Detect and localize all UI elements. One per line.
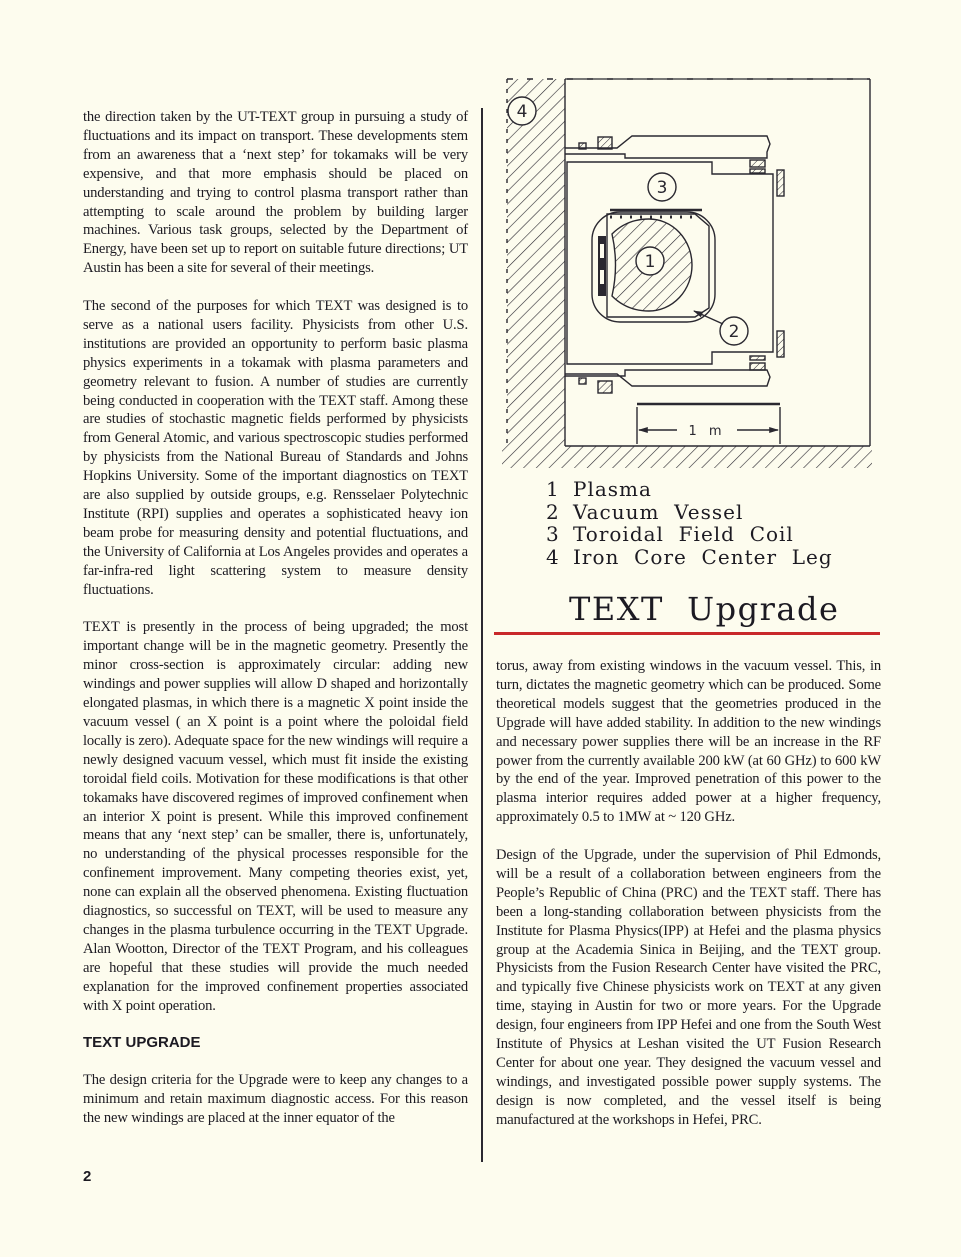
callout-1: 1 bbox=[644, 252, 656, 272]
legend-item bbox=[546, 523, 833, 546]
paragraph: torus, away from existing windows in the vacuum vessel. This, in turn, dictates the magnetic geometry which can be produced. Some theoretical models suggest that the geometries produced in the Upgrade will have added stability. In addition to the new windings and necessary power supplies there will be an increase in the RF power from the currently available 200 kW (at 60 GHz) to 600 kW by the end of the year. Improved penetration of this power to the plasma interior requires added power at a higher frequency, approximately 0.5 to 1MW at ~ 120 GHz. bbox=[496, 658, 881, 826]
tokamak-cross-section-diagram bbox=[497, 74, 882, 472]
legend-label: Plasma bbox=[573, 477, 652, 501]
title-rule bbox=[494, 632, 880, 635]
legend-item bbox=[546, 478, 833, 501]
right-column bbox=[496, 657, 881, 1149]
legend-number: 4 bbox=[546, 544, 560, 569]
legend-label: Iron Core Center Leg bbox=[573, 544, 833, 569]
paragraph: The design criteria for the Upgrade were to keep any changes to a minimum and retain maximum diagnostic access. For this reason the new windings are placed at the inner equator of the bbox=[83, 1072, 468, 1127]
left-column bbox=[83, 108, 468, 1147]
legend-number: 3 bbox=[546, 522, 560, 546]
page-number: 2 bbox=[83, 1168, 92, 1185]
paragraph: the direction taken by the UT-TEXT group in pursuing a study of fluctuations and its impact on transport. These developments stem from an awareness that a ‘next step’ for tokamaks will be very expensive, and that more emphasis should be placed on understanding and trying to control plasma transport rather than attempting to scale around the problem by building larger machines. Various task groups, selected by the Department of Energy, have been set up to report on suitable future directions; UT Austin has been a site for several of their meetings. bbox=[83, 109, 468, 277]
figure-title: TEXT Upgrade bbox=[569, 590, 840, 628]
callout-4: 4 bbox=[516, 102, 528, 122]
paragraph: The second of the purposes for which TEXT was designed is to serve as a national users facility. Physicists from other U.S. institutions are provided an opportunity to perform basic plasma physics experiments in a tokamak with plasma parameters and geometry relevant to fusion. A number of studies are currently being conducted in cooperation with the TEXT staff. Among these are studies of stochastic magnetic fields performed by physicists from General Atomic, and various spectroscopic studies performed by physicists from the National Bureau of Standards and Johns Hopkins University. Some of the important diagnostics on TEXT are also supplied by outside groups, e.g. Rensselaer Polytechnic Institute (RPI) supplies and operates a sophisticated heavy ion beam probe for measuring density and potential fluctuations, and the University of California at Los Angeles provides and operates a far-infra-red light scattering system to measure density fluctuations. bbox=[83, 298, 468, 598]
figure-legend bbox=[546, 478, 833, 568]
column-divider bbox=[481, 108, 483, 1162]
paragraph: TEXT is presently in the process of being upgraded; the most important change will be in the magnetic geometry. Presently the minor cross-section is approximately circular: adding new windings and power supplies will allow D shaped and horizontally elongated plasmas, in which there is a magnetic X point inside the vacuum vessel ( an X point is a point where the poloidal field locally is zero). Adequate space for the new windings will require a newly designed vacuum vessel, which must fit inside the existing toroidal field coils. Motivation for these modifications is that other tokamaks have discovered regimes of improved confinement when an interior X point is present. While this improved confinement means that any ‘next step’ can be smaller, there is, unfortunately, no understanding of the physical processes responsible for the confinement improvement. Many competing theories exist, yet, none can explain all the observed phenomena. Existing fluctuation diagnostics, so successful on TEXT, will be used to measure any changes in the plasma turbulence occurring in the TEXT Upgrade. Alan Wootton, Director of the TEXT Program, and his colleagues are hopeful that these studies will provide the much needed explanation for the improved confinement properties associated with X point operation. bbox=[83, 619, 468, 1014]
legend-label: Toroidal Field Coil bbox=[573, 522, 794, 546]
legend-item bbox=[546, 501, 833, 524]
paragraph: Design of the Upgrade, under the supervision of Phil Edmonds, will be a result of a collaboration between engineers from the People’s Republic of China (PRC) and the TEXT staff. There has been a long-standing collaboration between physicists from the Institute for Plasma Physics(IPP) at Hefei and the plasma physics group at the Academia Sinica in Beijing, and the TEXT group. Physicists from the Fusion Research Center have visited the PRC, and typically five Chinese physicists work on TEXT at any given time, staying in Austin for two or more years. For the Upgrade design, four engineers from IPP Hefei and one from the South West Institute of Physics at Leshan visited the UT Fusion Research Center for about one year. They designed the vacuum vessel and windings, and investigated possible power supply systems. The design is now completed, and the vessel itself is being manufactured at the workshops in Hefei, PRC. bbox=[496, 847, 881, 1128]
legend-number: 1 bbox=[546, 477, 560, 501]
scale-label: 1 m bbox=[688, 424, 726, 439]
callout-2: 2 bbox=[728, 322, 740, 342]
iron-core-center-leg bbox=[507, 79, 565, 446]
section-heading: TEXT UPGRADE bbox=[83, 1034, 201, 1052]
callout-3: 3 bbox=[656, 178, 668, 198]
legend-number: 2 bbox=[546, 499, 560, 524]
legend-item bbox=[546, 546, 833, 569]
legend-label: Vacuum Vessel bbox=[573, 499, 744, 524]
iron-core-bottom bbox=[502, 446, 872, 468]
